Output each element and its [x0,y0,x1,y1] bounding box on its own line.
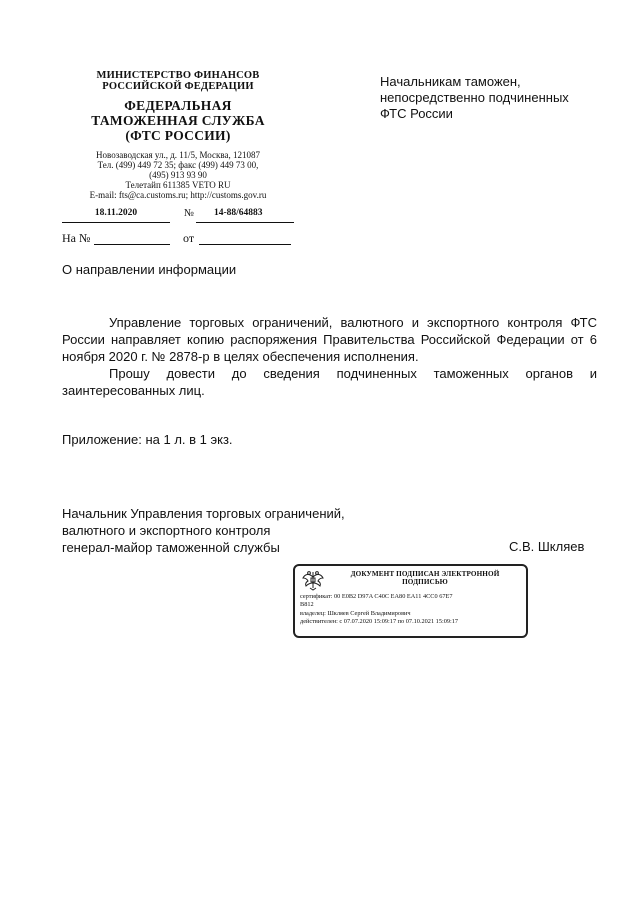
registration-date: 18.11.2020 [94,208,138,218]
signer-name: С.В. Шкляев [509,539,585,554]
stamp-certificate-cont: B812 [300,601,314,609]
letter-subject: О направлении информации [62,262,237,277]
sender-teletype: Телетайп 611385 VETO RU [125,180,231,190]
sender-fax: (495) 913 93 90 [149,170,207,180]
double-headed-eagle-icon [301,569,325,591]
signer-position: Начальник Управления торговых ограничений, валютного и экспортного контроля генерал-майор таможенной службы [62,506,345,555]
number-field [196,208,294,223]
reference-label: На № [62,231,91,245]
stamp-validity: действителен: с 07.07.2020 15:09:17 по 07.10.2021 15:09:17 [300,617,459,625]
letter-body [62,314,597,399]
sender-email: E-mail: fts@ca.customs.ru; http://customs.gov.ru [89,190,267,200]
registration-number: 14-88/64883 [214,208,263,218]
ministry-name: МИНИСТЕРСТВО ФИНАНСОВ РОССИЙСКОЙ ФЕДЕРАЦИИ [96,70,260,92]
addressee: Начальникам таможен, непосредственно подчиненных ФТС России [380,74,569,121]
from-label: от [183,231,195,245]
date-field [62,208,170,223]
attachment-note: Приложение: на 1 л. в 1 экз. [62,432,233,447]
stamp-details [300,593,522,626]
reference-field [94,230,170,245]
body-paragraph-2: Прошу довести до сведения подчиненных таможенных органов и заинтересованных лиц. [62,366,597,398]
stamp-title: ДОКУМЕНТ ПОДПИСАН ЭЛЕКТРОННОЙ ПОДПИСЬЮ [350,570,500,586]
body-paragraph-1: Управление торговых ограничений, валютного и экспортного контроля ФТС России направляет копию распоряжения Правительства Российской Федерации от 6 ноября 2020 г. № 2878-р в целях обеспечения исполнения. [62,315,597,364]
number-label: № [184,208,195,219]
sender-phone: Тел. (499) 449 72 35; факс (499) 449 73 00, [97,160,259,170]
sender-contacts [62,150,294,200]
from-field [199,230,291,245]
stamp-owner: владелец: Шкляев Сергей Владимирович [300,609,411,617]
stamp-certificate: сертификат: 00 E0B2 D97A C40C EA80 EA11 4CC0 67E7 [300,593,453,600]
service-name: ФЕДЕРАЛЬНАЯ ТАМОЖЕННАЯ СЛУЖБА (ФТС РОССИИ) [91,98,265,143]
sender-address: Новозаводская ул., д. 11/5, Москва, 121087 [96,150,260,160]
sender-header [62,70,294,200]
electronic-signature-stamp [293,564,528,638]
